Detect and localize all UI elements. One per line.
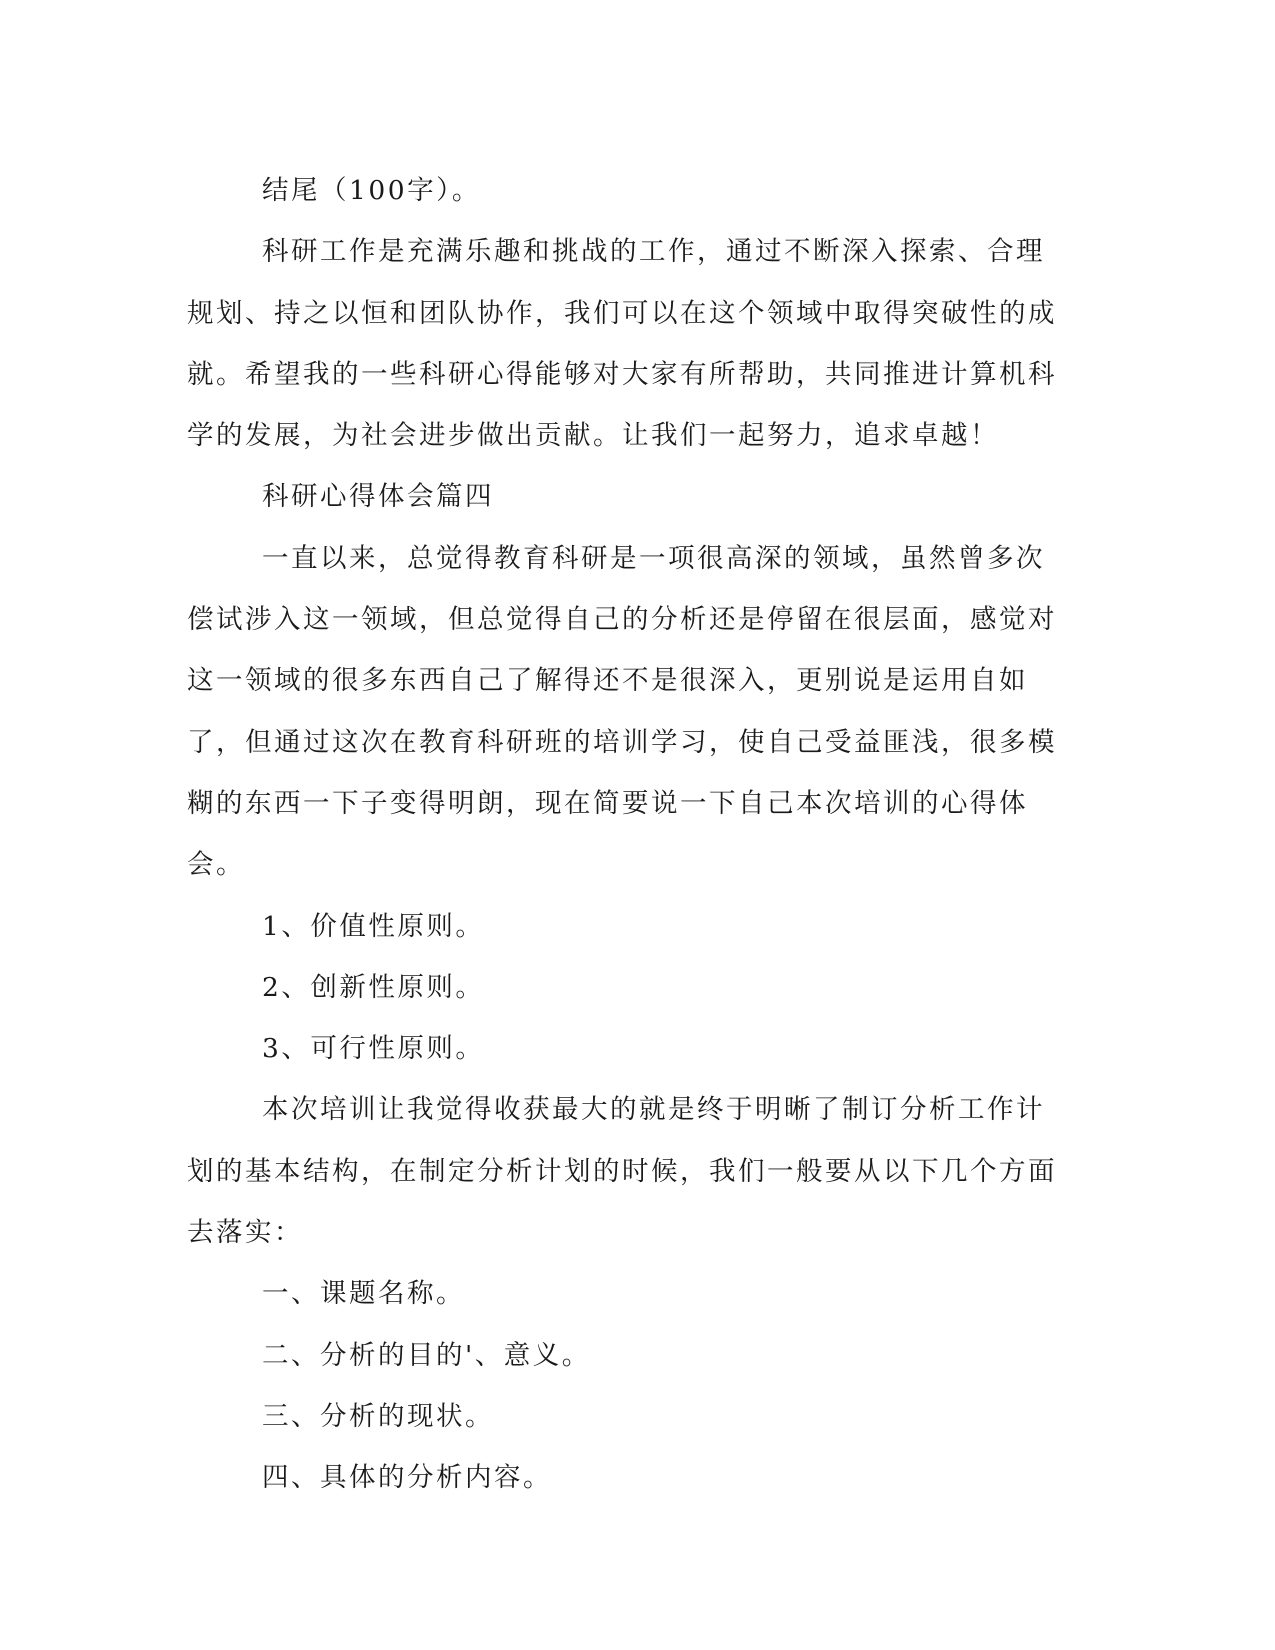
list-item-plan-3: 三、分析的现状。 bbox=[262, 1400, 494, 1432]
list-item-principle-2: 2、创新性原则。 bbox=[262, 971, 485, 1003]
document-body bbox=[187, 160, 1067, 1509]
list-item-plan-4: 四、具体的分析内容。 bbox=[262, 1462, 552, 1494]
paragraph-conclusion-heading: 结尾（100字）。 bbox=[262, 175, 481, 206]
paragraph-plan-structure: 本次培训让我觉得收获最大的就是终于明晰了制订分析工作计划的基本结构，在制定分析计划的时候，我们一般要从以下几个方面去落实： bbox=[187, 1094, 1057, 1249]
list-item-plan-1: 一、课题名称。 bbox=[262, 1278, 465, 1310]
paragraph-conclusion-text: 科研工作是充满乐趣和挑战的工作，通过不断深入探索、合理规划、持之以恒和团队协作，我们可以在这个领域中取得突破性的成就。希望我的一些科研心得能够对大家有所帮助，共同推进计算机科学的发展，为社会进步做出贡献。让我们一起努力，追求卓越！ bbox=[187, 236, 1057, 452]
list-item-principle-3: 3、可行性原则。 bbox=[262, 1033, 485, 1065]
list-item-plan-2: 二、分析的目的'、意义。 bbox=[262, 1339, 591, 1371]
list-item-principle-1: 1、价值性原则。 bbox=[262, 910, 485, 942]
paragraph-intro: 一直以来，总觉得教育科研是一项很高深的领域，虽然曾多次偿试涉入这一领域，但总觉得自己的分析还是停留在很层面，感觉对这一领域的很多东西自己了解得还不是很深入，更别说是运用自如了，但通过这次在教育科研班的培训学习，使自己受益匪浅，很多模糊的东西一下子变得明朗，现在简要说一下自己本次培训的心得体会。 bbox=[187, 542, 1057, 881]
section-heading-part-four: 科研心得体会篇四 bbox=[262, 481, 494, 513]
